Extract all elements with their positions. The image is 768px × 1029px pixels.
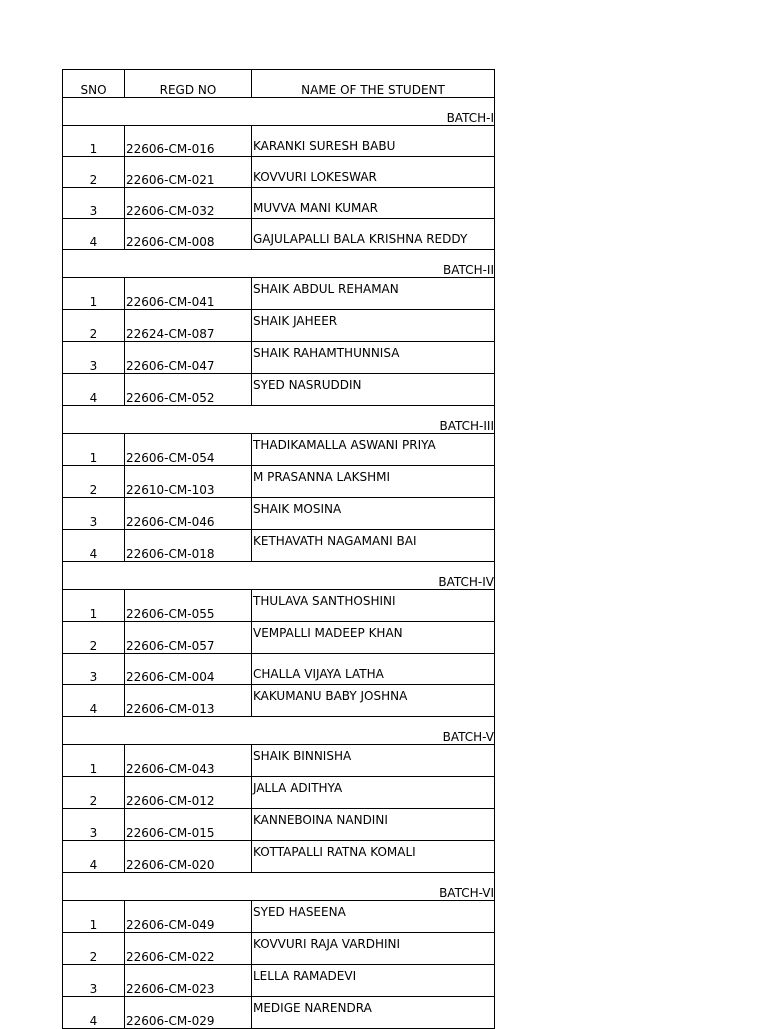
batch-title: BATCH-I (63, 98, 495, 126)
regd-no-cell: 22624-CM-087 (125, 310, 252, 342)
sno-cell: 4 (63, 841, 125, 873)
table-row (63, 590, 495, 622)
table-row (63, 188, 495, 219)
regd-no-cell: 22606-CM-041 (125, 278, 252, 310)
table-row (63, 654, 495, 685)
table-row (63, 933, 495, 965)
sno-cell: 4 (63, 530, 125, 562)
table-row (63, 466, 495, 498)
student-name-cell: SHAIK BINNISHA (252, 745, 495, 777)
regd-no-cell: 22606-CM-004 (125, 654, 252, 685)
regd-no-cell: 22606-CM-015 (125, 809, 252, 841)
student-name-cell: KANNEBOINA NANDINI (252, 809, 495, 841)
regd-no-cell: 22606-CM-057 (125, 622, 252, 654)
table-row (63, 342, 495, 374)
regd-no-cell: 22606-CM-043 (125, 745, 252, 777)
sno-header: SNO (63, 70, 125, 98)
student-name-cell: KOVVURI RAJA VARDHINI (252, 933, 495, 965)
table-row (63, 622, 495, 654)
student-name-cell: SYED HASEENA (252, 901, 495, 933)
student-name-cell: KARANKI SURESH BABU (252, 126, 495, 157)
sno-cell: 3 (63, 654, 125, 685)
sno-cell: 2 (63, 622, 125, 654)
table-row (63, 809, 495, 841)
student-name-cell: VEMPALLI MADEEP KHAN (252, 622, 495, 654)
regd-no-cell: 22606-CM-054 (125, 434, 252, 466)
sno-cell: 1 (63, 745, 125, 777)
student-name-cell: MEDIGE NARENDRA (252, 997, 495, 1029)
table-row (63, 126, 495, 157)
sno-cell: 2 (63, 466, 125, 498)
student-name-cell: JALLA ADITHYA (252, 777, 495, 809)
sno-cell: 2 (63, 157, 125, 188)
sno-cell: 2 (63, 933, 125, 965)
regd-no-header: REGD NO (125, 70, 252, 98)
student-name-cell: KOVVURI LOKESWAR (252, 157, 495, 188)
table-row (63, 219, 495, 250)
sno-cell: 4 (63, 219, 125, 250)
student-name-header: NAME OF THE STUDENT (252, 70, 495, 98)
batch-heading-row (63, 562, 495, 590)
table-row (63, 498, 495, 530)
regd-no-cell: 22606-CM-022 (125, 933, 252, 965)
student-name-cell: KAKUMANU BABY JOSHNA (252, 685, 495, 717)
batch-heading-row (63, 250, 495, 278)
table-row (63, 841, 495, 873)
regd-no-cell: 22606-CM-055 (125, 590, 252, 622)
regd-no-cell: 22606-CM-016 (125, 126, 252, 157)
table-body (63, 70, 495, 1029)
regd-no-cell: 22606-CM-023 (125, 965, 252, 997)
student-name-cell: SHAIK JAHEER (252, 310, 495, 342)
sno-cell: 3 (63, 965, 125, 997)
student-name-cell: GAJULAPALLI BALA KRISHNA REDDY (252, 219, 495, 250)
table-row (63, 530, 495, 562)
batch-title: BATCH-VI (63, 873, 495, 901)
batch-title: BATCH-II (63, 250, 495, 278)
student-name-cell: SYED NASRUDDIN (252, 374, 495, 406)
student-name-cell: THADIKAMALLA ASWANI PRIYA (252, 434, 495, 466)
student-name-cell: SHAIK MOSINA (252, 498, 495, 530)
table-row (63, 278, 495, 310)
table-row (63, 901, 495, 933)
sno-cell: 1 (63, 901, 125, 933)
sno-cell: 1 (63, 434, 125, 466)
table-row (63, 777, 495, 809)
batch-title: BATCH-IV (63, 562, 495, 590)
sno-cell: 3 (63, 498, 125, 530)
batch-heading-row (63, 717, 495, 745)
sno-cell: 1 (63, 126, 125, 157)
student-name-cell: CHALLA VIJAYA LATHA (252, 654, 495, 685)
regd-no-cell: 22606-CM-021 (125, 157, 252, 188)
regd-no-cell: 22606-CM-052 (125, 374, 252, 406)
table-row (63, 310, 495, 342)
sno-cell: 1 (63, 278, 125, 310)
sno-cell: 3 (63, 188, 125, 219)
table-row (63, 157, 495, 188)
regd-no-cell: 22606-CM-049 (125, 901, 252, 933)
table-row (63, 374, 495, 406)
header-row (63, 70, 495, 98)
sno-cell: 4 (63, 685, 125, 717)
batch-heading-row (63, 873, 495, 901)
sno-cell: 4 (63, 997, 125, 1029)
regd-no-cell: 22606-CM-018 (125, 530, 252, 562)
sno-cell: 3 (63, 809, 125, 841)
student-name-cell: M PRASANNA LAKSHMI (252, 466, 495, 498)
regd-no-cell: 22606-CM-013 (125, 685, 252, 717)
regd-no-cell: 22606-CM-029 (125, 997, 252, 1029)
student-batch-table (62, 69, 495, 1029)
sno-cell: 3 (63, 342, 125, 374)
regd-no-cell: 22606-CM-012 (125, 777, 252, 809)
regd-no-cell: 22606-CM-020 (125, 841, 252, 873)
table-row (63, 745, 495, 777)
sno-cell: 4 (63, 374, 125, 406)
student-name-cell: KOTTAPALLI RATNA KOMALI (252, 841, 495, 873)
batch-heading-row (63, 98, 495, 126)
regd-no-cell: 22606-CM-032 (125, 188, 252, 219)
regd-no-cell: 22606-CM-046 (125, 498, 252, 530)
student-name-cell: MUVVA MANI KUMAR (252, 188, 495, 219)
batch-heading-row (63, 406, 495, 434)
table-row (63, 434, 495, 466)
regd-no-cell: 22610-CM-103 (125, 466, 252, 498)
student-name-cell: SHAIK RAHAMTHUNNISA (252, 342, 495, 374)
batch-title: BATCH-III (63, 406, 495, 434)
student-name-cell: THULAVA SANTHOSHINI (252, 590, 495, 622)
sno-cell: 2 (63, 777, 125, 809)
regd-no-cell: 22606-CM-047 (125, 342, 252, 374)
batch-title: BATCH-V (63, 717, 495, 745)
student-name-cell: KETHAVATH NAGAMANI BAI (252, 530, 495, 562)
regd-no-cell: 22606-CM-008 (125, 219, 252, 250)
student-name-cell: LELLA RAMADEVI (252, 965, 495, 997)
table-row (63, 685, 495, 717)
sno-cell: 2 (63, 310, 125, 342)
sno-cell: 1 (63, 590, 125, 622)
student-name-cell: SHAIK ABDUL REHAMAN (252, 278, 495, 310)
table-row (63, 965, 495, 997)
